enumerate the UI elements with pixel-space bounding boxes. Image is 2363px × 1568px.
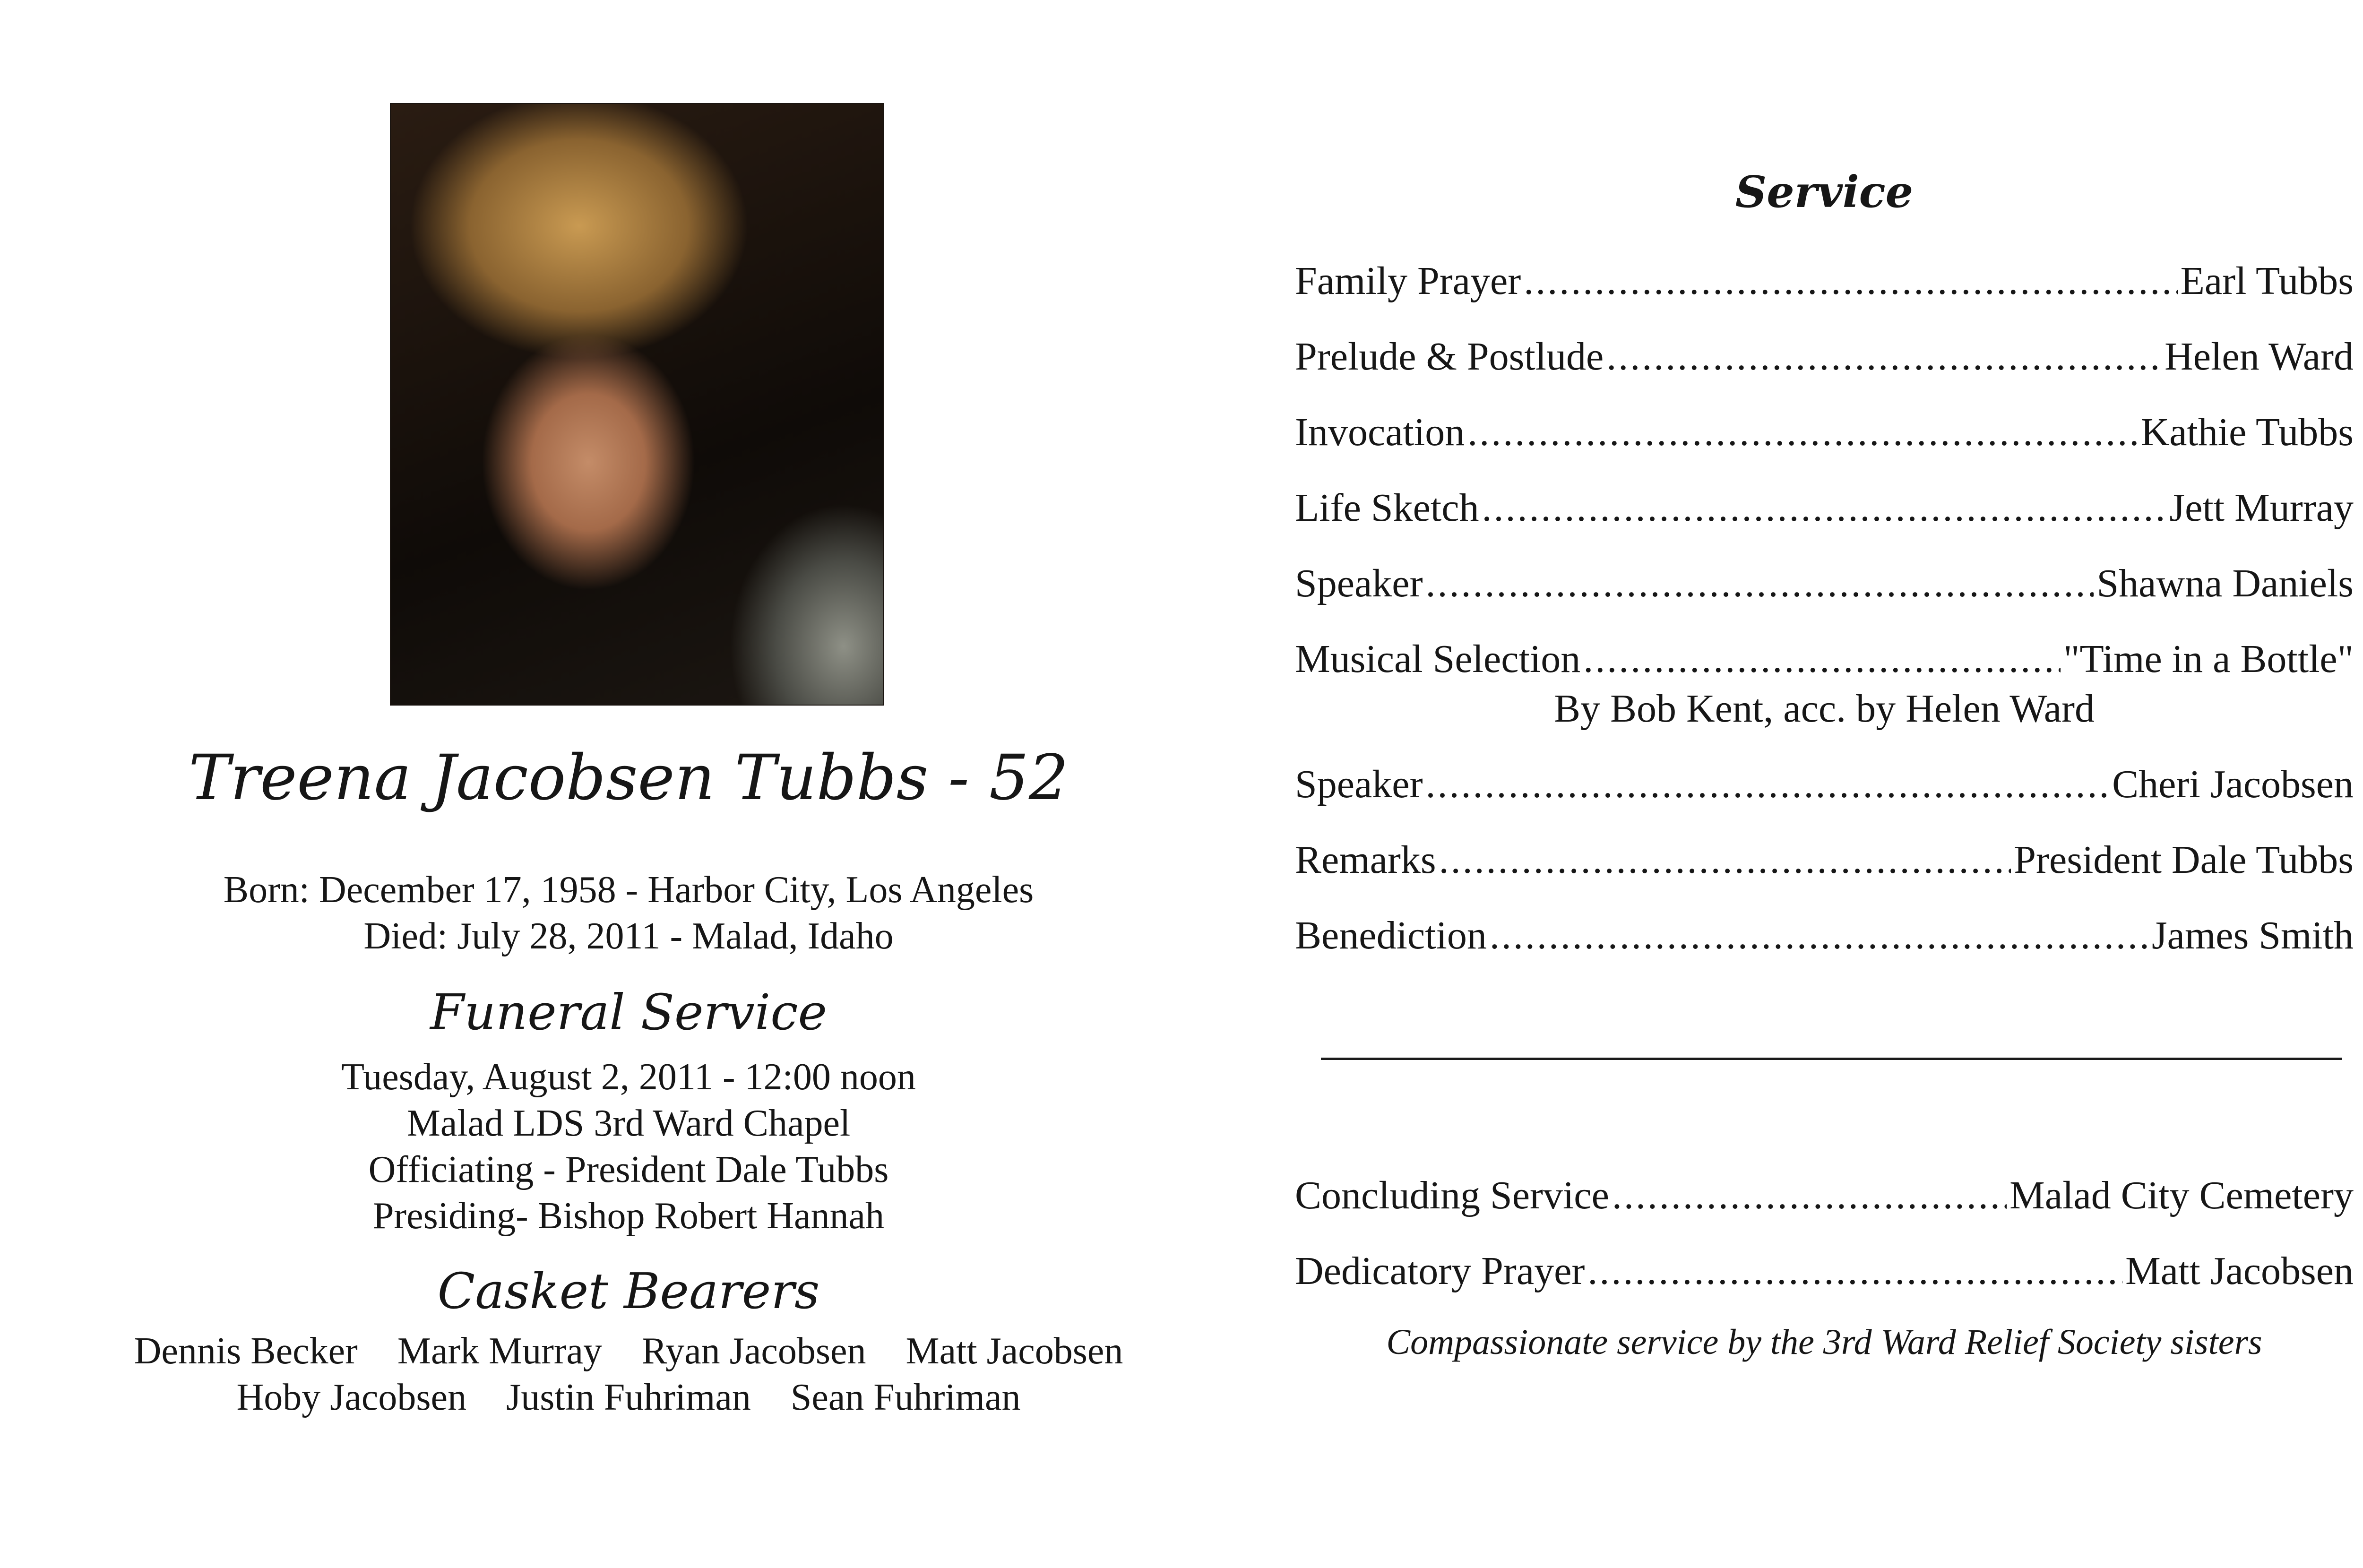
bearer-name: Dennis Becker: [134, 1330, 358, 1372]
program-row: [1295, 480, 2354, 532]
program-item-person: Earl Tubbs: [2180, 259, 2354, 303]
dot-leader: [1467, 409, 2138, 456]
program-item-label: Prelude & Postlude: [1295, 335, 1604, 379]
program-item-person: Cheri Jacobsen: [2112, 762, 2354, 806]
program-item-person: Shawna Daniels: [2096, 561, 2354, 605]
portrait-photo: [390, 103, 884, 706]
dot-leader: [1606, 333, 2162, 380]
dot-leader: [1524, 258, 2177, 305]
funeral-details: [0, 1054, 1257, 1239]
dot-leader: [1439, 836, 2011, 884]
dot-leader: [1426, 761, 2110, 808]
program-item-person: James Smith: [2151, 913, 2354, 957]
program-item-label: Invocation: [1295, 410, 1465, 454]
program-item-label: Benediction: [1295, 913, 1487, 957]
bearer-name: Ryan Jacobsen: [642, 1330, 866, 1372]
concluding-row: [1295, 1167, 2354, 1219]
casket-bearers-heading: Casket Bearers: [437, 1262, 820, 1320]
funeral-location-line: Malad LDS 3rd Ward Chapel: [406, 1103, 851, 1144]
musical-credit: By Bob Kent, acc. by Helen Ward: [1553, 687, 2095, 731]
bearer-name: Matt Jacobsen: [906, 1330, 1123, 1372]
dot-leader: [1612, 1172, 2007, 1219]
program-item-label: Concluding Service: [1295, 1173, 1609, 1217]
birth-info: Born: December 17, 1958 - Harbor City, Los Angeles: [223, 869, 1034, 911]
program-item-person: Matt Jacobsen: [2125, 1249, 2354, 1293]
officiating-line: Officiating - President Dale Tubbs: [368, 1149, 889, 1190]
program-item-person: Helen Ward: [2165, 335, 2354, 379]
bearers-row: [0, 1374, 1257, 1421]
dot-leader: [1583, 636, 2061, 683]
relief-society-note: Compassionate service by the 3rd Ward Relief Society sisters: [1386, 1322, 2262, 1362]
service-title: Service: [1735, 166, 1914, 217]
program-item-label: Speaker: [1295, 762, 1423, 806]
dot-leader: [1426, 560, 2094, 607]
program-row: [1295, 328, 2354, 380]
concluding-row: [1295, 1243, 2354, 1295]
program-row: [1295, 555, 2354, 607]
funeral-date-line: Tuesday, August 2, 2011 - 12:00 noon: [341, 1056, 916, 1098]
program-row: [1295, 756, 2354, 808]
dot-leader: [1490, 912, 2149, 959]
program-row: [1295, 832, 2354, 884]
bearer-name: Justin Fuhriman: [506, 1377, 751, 1418]
program-item-person: Kathie Tubbs: [2140, 410, 2354, 454]
dot-leader: [1482, 484, 2167, 532]
funeral-service-heading: Funeral Service: [430, 983, 828, 1041]
bearers-row: [0, 1328, 1257, 1374]
service-panel: [1295, 0, 2354, 1568]
program-row: [1295, 907, 2354, 959]
program-item-label: Remarks: [1295, 838, 1436, 882]
program-item-label: Speaker: [1295, 561, 1423, 605]
bearer-name: Mark Murray: [397, 1330, 603, 1372]
section-divider: [1321, 1058, 2342, 1060]
dot-leader: [1587, 1248, 2122, 1295]
deceased-name: Treena Jacobsen Tubbs - 52: [189, 741, 1069, 814]
presiding-line: Presiding- Bishop Robert Hannah: [372, 1195, 885, 1237]
program-item-label: Dedicatory Prayer: [1295, 1249, 1585, 1293]
program-row: [1295, 253, 2354, 305]
program-item-person: "Time in a Bottle": [2063, 637, 2354, 681]
program-item-label: Life Sketch: [1295, 486, 1479, 530]
program-item-person: Malad City Cemetery: [2009, 1173, 2354, 1217]
program-item-person: President Dale Tubbs: [2014, 838, 2354, 882]
program-row: [1295, 631, 2354, 683]
bearer-name: Hoby Jacobsen: [236, 1377, 467, 1418]
program-item-person: Jett Murray: [2169, 486, 2354, 530]
bearer-name: Sean Fuhriman: [790, 1377, 1021, 1418]
program-row: [1295, 404, 2354, 456]
program-item-label: Family Prayer: [1295, 259, 1521, 303]
program-item-label: Musical Selection: [1295, 637, 1581, 681]
death-info: Died: July 28, 2011 - Malad, Idaho: [363, 915, 894, 957]
